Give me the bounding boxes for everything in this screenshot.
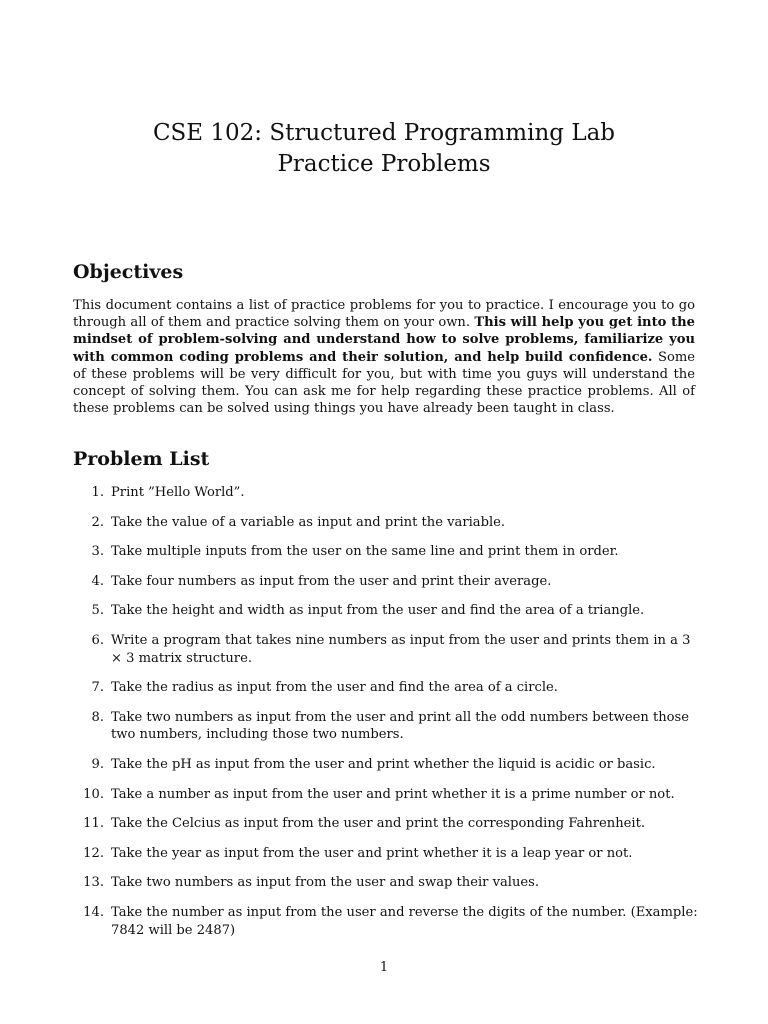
- list-item-text: Write a program that takes nine numbers as input from the user and prints them in a 3 × 3 matrix structure.: [111, 632, 691, 666]
- list-item-number: 1.: [91, 485, 104, 500]
- list-item-text: Take the value of a variable as input and print the variable.: [111, 514, 506, 530]
- title-line-1: CSE 102: Structured Programming Lab: [152, 120, 616, 146]
- list-item-text: Take multiple inputs from the user on the same line and print them in order.: [111, 544, 619, 560]
- problem-list-heading: Problem List: [73, 448, 210, 470]
- list-item-number: 10.: [83, 786, 104, 802]
- list-item-number: 7.: [91, 680, 104, 696]
- list-item-number: 12.: [83, 845, 104, 861]
- list-item-text: Take the pH as input from the user and print whether the liquid is acidic or basic.: [111, 756, 656, 772]
- list-item: [73, 679, 698, 697]
- list-item-number: 8.: [91, 709, 104, 725]
- list-item-number: 6.: [91, 632, 104, 648]
- list-item-number: 2.: [91, 514, 104, 530]
- list-item-text: Take the height and width as input from the user and find the area of a triangle.: [111, 603, 645, 619]
- list-item: [73, 756, 698, 774]
- list-item-text: Take the radius as input from the user and find the area of a circle.: [111, 680, 558, 696]
- objectives-text-outro: Some of these problems will be very difficult for you, but with time you guys will understand the concept of solving them. You can ask me for help regarding these practice problems. All of these problems can be solved using things you have already been taught in class.: [73, 349, 695, 417]
- objectives-text-intro: This document contains a list of practice problems for you to practice. I encourage you to go through all of them and practice solving them on your own.: [73, 298, 695, 331]
- list-item: [73, 904, 698, 939]
- list-item-number: 9.: [91, 756, 104, 772]
- list-item: [73, 815, 698, 833]
- list-item-number: 11.: [83, 816, 104, 832]
- list-item: [73, 573, 698, 591]
- list-item: [73, 874, 698, 892]
- list-item: [73, 514, 698, 532]
- list-item-number: 14.: [83, 904, 104, 920]
- list-item-number: 5.: [91, 603, 104, 619]
- list-item-text: Take two numbers as input from the user and print all the odd numbers between those two numbers, including those two numbers.: [111, 709, 689, 743]
- list-item-text: Print ”Hello World”.: [111, 485, 245, 500]
- list-item-text: Take the year as input from the user and print whether it is a leap year or not.: [111, 845, 633, 861]
- list-item-text: Take four numbers as input from the user and print their average.: [111, 573, 552, 589]
- list-item-text: Take a number as input from the user and print whether it is a prime number or not.: [111, 786, 675, 802]
- list-item: [73, 543, 698, 561]
- list-item-number: 13.: [83, 875, 104, 891]
- objectives-text-emphasis: This will help you get into the mindset of problem-solving and understand how to solve problems, familiarize you with common coding problems and their solution, and help build confidence.: [73, 315, 695, 365]
- list-item: [73, 845, 698, 863]
- objectives-paragraph: [73, 297, 695, 417]
- list-item-number: 3.: [91, 544, 104, 560]
- list-item-text: Take the number as input from the user and reverse the digits of the number. (Example: 7842 will be 2487): [111, 904, 698, 938]
- problem-list: [73, 484, 698, 951]
- objectives-heading: Objectives: [73, 261, 184, 283]
- list-item-text: Take the Celcius as input from the user and print the corresponding Fahrenheit.: [111, 816, 645, 832]
- document-title: [0, 118, 768, 180]
- list-item-number: 4.: [91, 573, 104, 589]
- list-item: [73, 786, 698, 804]
- list-item: [73, 709, 698, 744]
- list-item: [73, 632, 698, 667]
- list-item-text: Take two numbers as input from the user and swap their values.: [111, 875, 540, 891]
- list-item: [73, 484, 698, 502]
- page-number: 1: [379, 960, 389, 975]
- title-line-2: Practice Problems: [277, 151, 491, 177]
- list-item: [73, 602, 698, 620]
